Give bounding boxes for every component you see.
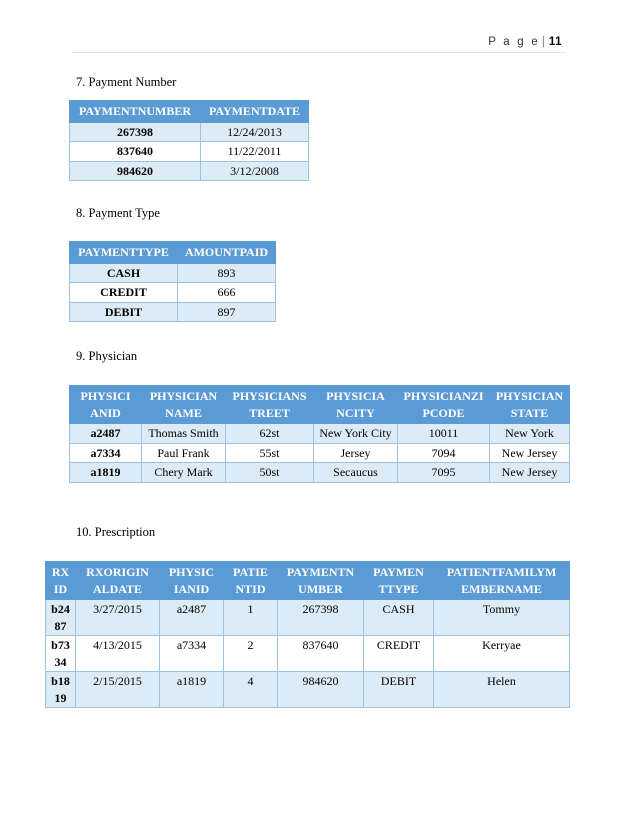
table-cell: 62st (226, 424, 314, 444)
table-cell: 1 (224, 600, 278, 636)
table-cell: 4/13/2015 (76, 636, 160, 672)
table-cell: DEBIT (70, 302, 178, 322)
table-cell: 897 (178, 302, 276, 322)
table-cell: CREDIT (364, 636, 434, 672)
table-cell: 837640 (278, 636, 364, 672)
table-cell: Paul Frank (142, 443, 226, 463)
column-header: PAYMENTDATE (201, 101, 309, 123)
page-separator: | (541, 36, 545, 48)
table-cell: 55st (226, 443, 314, 463)
table-cell: Secaucus (314, 463, 398, 483)
table-cell: Tommy (434, 600, 570, 636)
column-header: RX ID (46, 562, 76, 600)
table-cell: New Jersey (490, 463, 570, 483)
table-cell: 10011 (398, 424, 490, 444)
table-cell: CREDIT (70, 283, 178, 303)
table-cell: 3/12/2008 (201, 161, 309, 181)
column-header: PHYSICIANS TREET (226, 386, 314, 424)
table-row (46, 600, 570, 636)
column-header: PHYSICIANZI PCODE (398, 386, 490, 424)
table-cell: New York City (314, 424, 398, 444)
table-cell: DEBIT (364, 672, 434, 708)
table-cell: a1819 (160, 672, 224, 708)
table-cell: a7334 (160, 636, 224, 672)
table-cell: a7334 (70, 443, 142, 463)
table-row (70, 122, 309, 142)
table-cell: 984620 (278, 672, 364, 708)
table-cell: Thomas Smith (142, 424, 226, 444)
page-label: P a g e (488, 36, 540, 48)
table-row (70, 443, 570, 463)
table-row (46, 636, 570, 672)
column-header: PAYMEN TTYPE (364, 562, 434, 600)
table-row (46, 672, 570, 708)
table-cell: a2487 (70, 424, 142, 444)
table-cell: 267398 (70, 122, 201, 142)
table-cell: b73 34 (46, 636, 76, 672)
table-cell: 893 (178, 263, 276, 283)
column-header: AMOUNTPAID (178, 242, 276, 264)
table-cell: 666 (178, 283, 276, 303)
prescription-table (45, 561, 570, 708)
table-cell: b24 87 (46, 600, 76, 636)
table-cell: 984620 (70, 161, 201, 181)
table-cell: 2 (224, 636, 278, 672)
column-header: PAYMENTNUMBER (70, 101, 201, 123)
column-header: PHYSICIAN STATE (490, 386, 570, 424)
table-cell: Jersey (314, 443, 398, 463)
column-header: PHYSICIA NCITY (314, 386, 398, 424)
table-cell: 837640 (70, 142, 201, 162)
physician-table (69, 385, 570, 483)
table-cell: CASH (70, 263, 178, 283)
table-header-row (70, 386, 570, 424)
column-header: RXORIGIN ALDATE (76, 562, 160, 600)
table-cell: Helen (434, 672, 570, 708)
column-header: PAYMENTN UMBER (278, 562, 364, 600)
table-cell: 7095 (398, 463, 490, 483)
table-cell: CASH (364, 600, 434, 636)
table-header-row (46, 562, 570, 600)
table-row (70, 463, 570, 483)
header-rule (72, 52, 566, 53)
table-header-row (70, 242, 276, 264)
table-cell: a1819 (70, 463, 142, 483)
section-heading-payment-type: 8. Payment Type (76, 206, 160, 220)
section-heading-physician: 9. Physician (76, 349, 138, 363)
column-header: PHYSIC IANID (160, 562, 224, 600)
table-cell: 50st (226, 463, 314, 483)
table-cell: 12/24/2013 (201, 122, 309, 142)
table-header-row (70, 101, 309, 123)
table-cell: b18 19 (46, 672, 76, 708)
table-row (70, 142, 309, 162)
table-cell: New Jersey (490, 443, 570, 463)
column-header: PHYSICI ANID (70, 386, 142, 424)
table-cell: 3/27/2015 (76, 600, 160, 636)
payment-type-table (69, 241, 276, 322)
table-cell: 7094 (398, 443, 490, 463)
table-cell: 4 (224, 672, 278, 708)
table-cell: Kerryae (434, 636, 570, 672)
table-cell: New York (490, 424, 570, 444)
table-row (70, 161, 309, 181)
table-row (70, 302, 276, 322)
table-cell: 11/22/2011 (201, 142, 309, 162)
column-header: PAYMENTTYPE (70, 242, 178, 264)
payment-number-table (69, 100, 309, 181)
page-header (488, 36, 562, 48)
section-heading-payment-number: 7. Payment Number (76, 75, 177, 89)
page-number: 11 (548, 36, 562, 48)
table-cell: a2487 (160, 600, 224, 636)
column-header: PHYSICIAN NAME (142, 386, 226, 424)
table-row (70, 283, 276, 303)
table-cell: 267398 (278, 600, 364, 636)
table-row (70, 424, 570, 444)
table-cell: 2/15/2015 (76, 672, 160, 708)
table-cell: Chery Mark (142, 463, 226, 483)
table-row (70, 263, 276, 283)
column-header: PATIENTFAMILYM EMBERNAME (434, 562, 570, 600)
section-heading-prescription: 10. Prescription (76, 525, 156, 539)
column-header: PATIE NTID (224, 562, 278, 600)
